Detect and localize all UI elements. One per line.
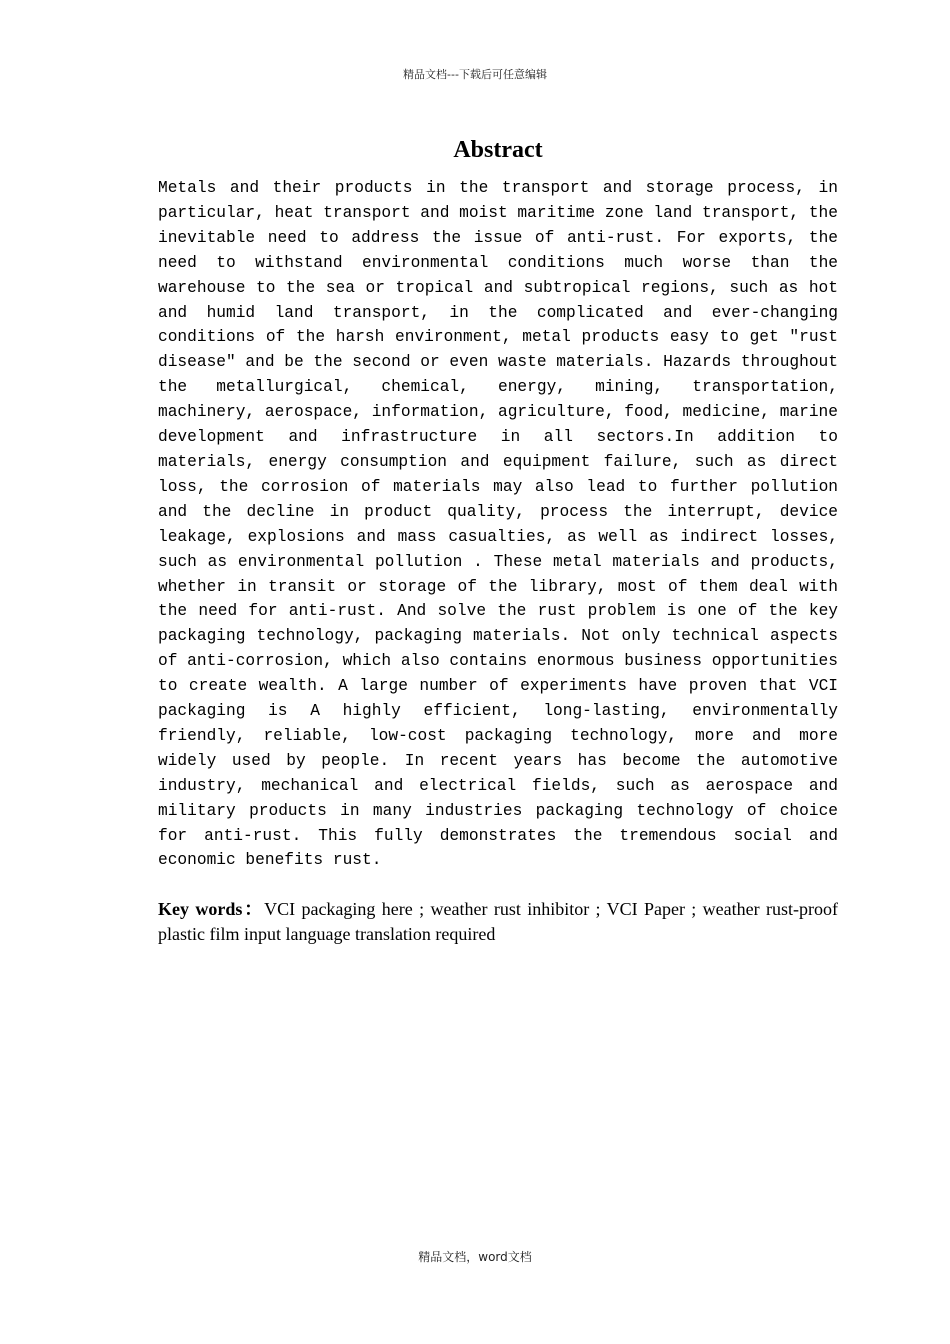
- abstract-title: Abstract: [453, 137, 543, 163]
- page-footer: 精品文档，word文档: [418, 1250, 532, 1264]
- keywords-text: VCI packaging here ; weather rust inhibitor ; VCI Paper ; weather rust-proof plastic film input language translation required: [158, 899, 838, 944]
- keywords-paragraph: [158, 897, 838, 947]
- page-header: 精品文档---下载后可任意编辑: [403, 68, 547, 81]
- abstract-body: Metals and their products in the transport and storage process, in particular, heat transport and moist maritime zone land transport, the inevitable need to address the issue of anti-rust. For exports, the need to withstand environmental conditions much worse than the warehouse to the sea or tropical and subtropical regions, such as hot and humid land transport, in the complicated and ever-changing conditions of the harsh environment, metal products easy to get "rust disease" and be the second or even waste materials. Hazards throughout the metallurgical, chemical, energy, mining, transportation, machinery, aerospace, information, agriculture, food, medicine, marine development and infrastructure in all sectors.In addition to materials, energy consumption and equipment failure, such as direct loss, the corrosion of materials may also lead to further pollution and the decline in product quality, process the interrupt, device leakage, explosions and mass casualties, as well as indirect losses, such as environmental pollution . These metal materials and products, whether in transit or storage of the library, most of them deal with the need for anti-rust. And solve the rust problem is one of the key packaging technology, packaging materials. Not only technical aspects of anti-corrosion, which also contains enormous business opportunities to create wealth. A large number of experiments have proven that VCI packaging is A highly efficient, long-lasting, environmentally friendly, reliable, low-cost packaging technology, more and more widely used by people. In recent years has become the automotive industry, mechanical and electrical fields, such as aerospace and military products in many industries packaging technology of choice for anti-rust. This fully demonstrates the tremendous social and economic benefits rust.: [158, 179, 838, 870]
- keywords-label: Key words：: [158, 899, 265, 919]
